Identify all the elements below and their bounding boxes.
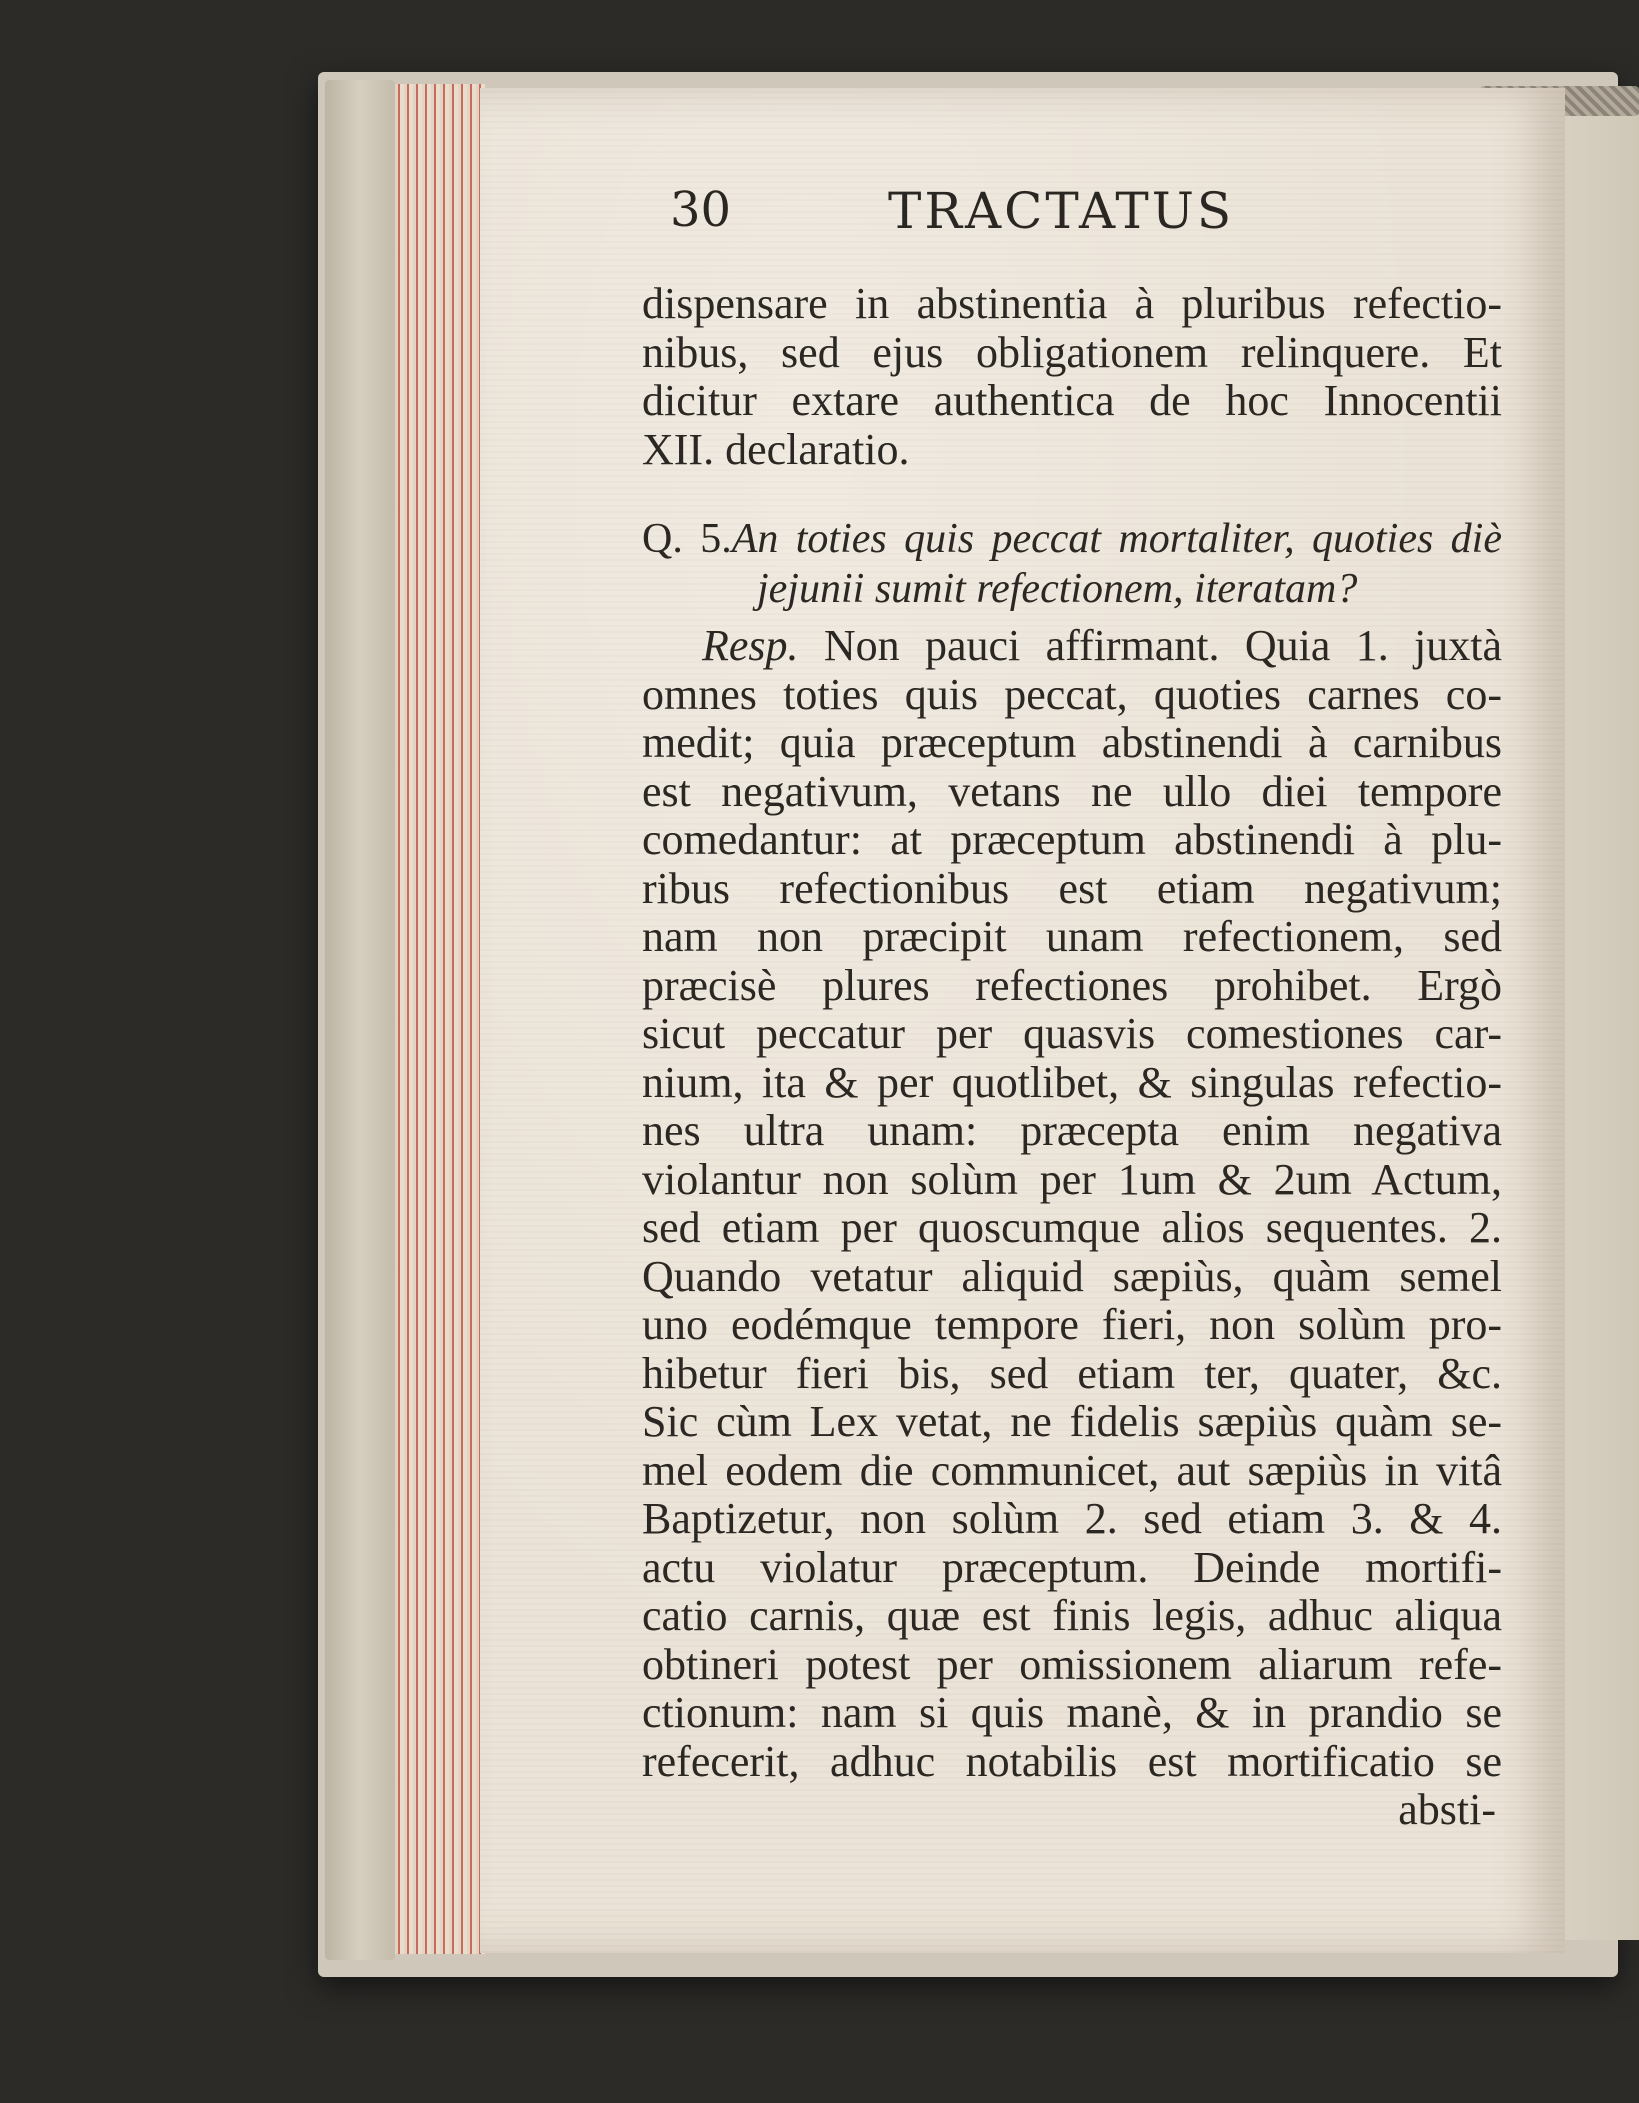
facing-page-edge xyxy=(1560,110,1639,1940)
text-line: nam non præcipit unam refectionem, sed xyxy=(642,912,1502,961)
catchword: absti- xyxy=(1398,1785,1496,1834)
paragraph-top xyxy=(642,280,1502,474)
text-line: Sic cùm Lex vetat, ne fidelis sæpiùs quàm se- xyxy=(642,1397,1502,1446)
page-text xyxy=(642,280,1502,1835)
question-line: jejunii sumit refectionem, iteratam? xyxy=(757,566,1358,612)
text-line: XII. declaratio. xyxy=(642,424,910,474)
text-line: violantur non solùm per 1um & 2um Actum, xyxy=(642,1154,1502,1204)
text-line xyxy=(642,622,1502,671)
response-block xyxy=(642,622,1502,1786)
running-title: TRACTATUS xyxy=(888,182,1235,240)
text-line: refecerit, adhuc notabilis est mortificatio se xyxy=(642,1736,1502,1786)
text-line: uno eodémque tempore fieri, non solùm pro- xyxy=(642,1300,1502,1349)
question-text: An toties quis peccat mortaliter, quoties diè xyxy=(731,516,1502,562)
text-line: Baptizetur, non solùm 2. sed etiam 3. & 4. xyxy=(642,1494,1502,1543)
text-line: omnes toties quis peccat, quoties carnes co- xyxy=(642,669,1502,719)
question-label: Q. 5. xyxy=(642,516,732,562)
question-line xyxy=(642,514,1502,564)
text-line: catio carnis, quæ est finis legis, adhuc aliqua xyxy=(642,1591,1502,1640)
book-cover-edge xyxy=(325,80,395,1960)
text-line: nium, ita & per quotlibet, & singulas refectio- xyxy=(642,1057,1502,1107)
text-line: dicitur extare authentica de hoc Innocentii xyxy=(642,376,1502,425)
text-line: ribus refectionibus est etiam negativum; xyxy=(642,863,1502,913)
text-line: dispensare in abstinentia à pluribus refectio- xyxy=(642,279,1502,328)
page-number: 30 xyxy=(670,182,732,238)
text-line: mel eodem die communicet, aut sæpiùs in vitâ xyxy=(642,1445,1502,1495)
question-block xyxy=(642,514,1502,614)
text-line: comedantur: at præceptum abstinendi à plu- xyxy=(642,815,1502,864)
text-line: sicut peccatur per quasvis comestiones car- xyxy=(642,1009,1502,1058)
text-line: ctionum: nam si quis manè, & in prandio se xyxy=(642,1688,1502,1737)
text-line: præcisè plures refectiones prohibet. Ergò xyxy=(642,960,1502,1010)
response-label: Resp. xyxy=(702,621,799,670)
text-line: obtineri potest per omissionem aliarum refe- xyxy=(642,1639,1502,1689)
text-line: actu violatur præceptum. Deinde mortifi- xyxy=(642,1542,1502,1592)
text-line: sed etiam per quoscumque alios sequentes. 2. xyxy=(642,1203,1502,1252)
text-line: medit; quia præceptum abstinendi à carnibus xyxy=(642,718,1502,767)
text-line: nibus, sed ejus obligationem relinquere. Et xyxy=(642,327,1502,377)
running-head xyxy=(670,182,1450,242)
text-line: est negativum, vetans ne ullo diei tempore xyxy=(642,766,1502,816)
text-line: Quando vetatur aliquid sæpiùs, quàm semel xyxy=(642,1251,1502,1301)
response-first-text: Non pauci affirmant. Quia 1. juxtà xyxy=(823,621,1503,670)
page-edges xyxy=(395,84,485,1954)
text-line: nes ultra unam: præcepta enim negativa xyxy=(642,1106,1502,1155)
text-line: hibetur fieri bis, sed etiam ter, quater, &c. xyxy=(642,1348,1502,1398)
